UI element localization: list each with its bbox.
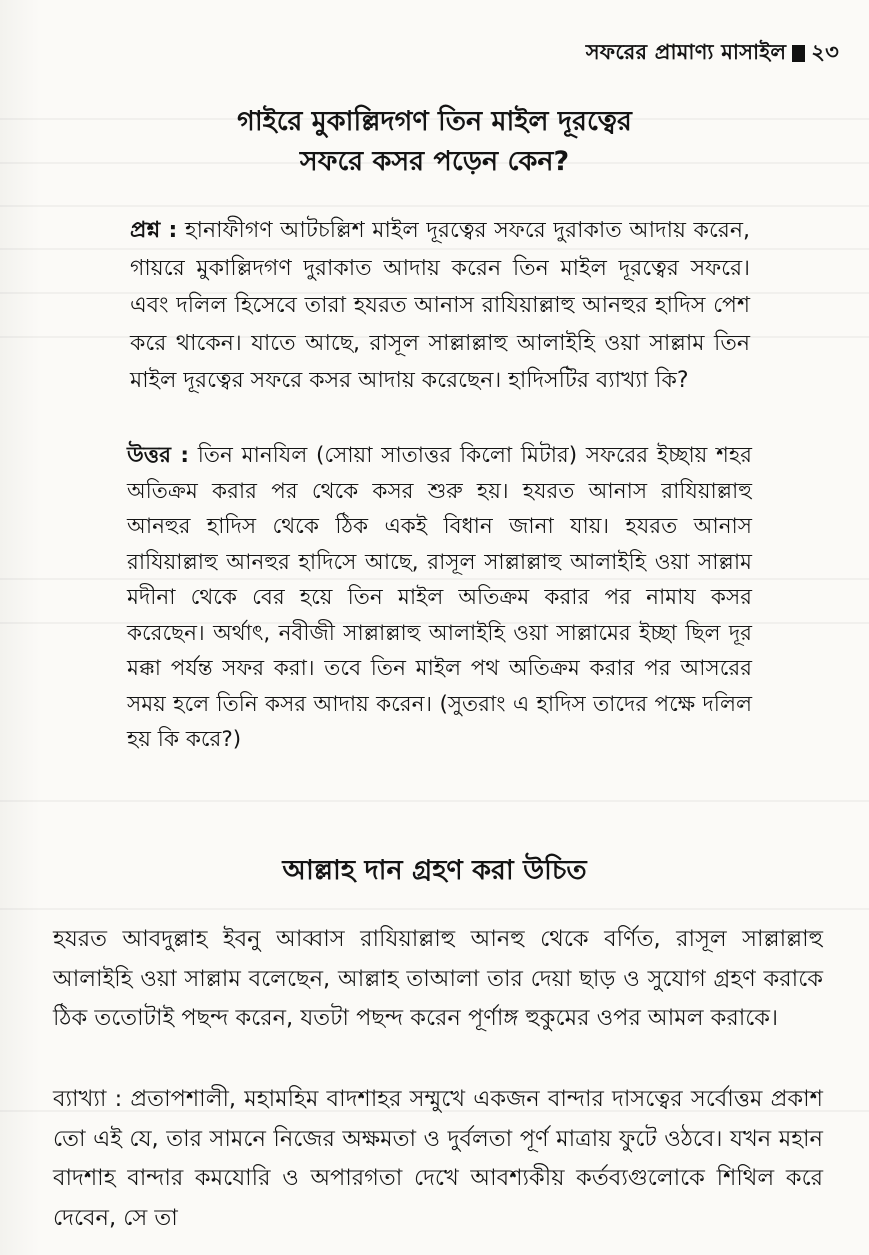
answer-text: তিন মানযিল (সোয়া সাতাত্তর কিলো মিটার) সফরের ইচ্ছায় শহর অতিক্রম করার পর থেকে কসর শুরু হয়। হযরত আনাস রাযিয়াল্লাহু আনহুর হাদিস থেকে ঠিক একই বিধান জানা যায়। হযরত আনাস রাযিয়াল্লাহু আনহুর হাদিসে আছে, রাসূল সাল্লাল্লাহু আলাইহি ওয়া সাল্লাম মদীনা থেকে বের হয়ে তিন মাইল অতিক্রম করার পর নামায কসর করেছেন। অর্থাৎ, নবীজী সাল্লাল্লাহু আলাইহি ওয়া সাল্লামের ইচ্ছা ছিল দূর মক্কা পর্যন্ত সফর করা। তবে তিন মাইল পথ অতিক্রম করার পর আসরের সময় হলে তিনি কসর আদায় করেন। (সুতরাং এ হাদিস তাদের পক্ষে দলিল হয় কি করে?) <box>127 443 752 752</box>
header-square-icon <box>792 45 805 62</box>
answer-paragraph <box>127 438 752 758</box>
answer-label: উত্তর : <box>127 443 189 468</box>
explanation-paragraph <box>53 1080 823 1238</box>
question-label: প্রশ্ন : <box>130 218 178 243</box>
bleed-through-line <box>0 800 869 802</box>
question-paragraph <box>130 212 750 400</box>
running-header <box>586 36 839 71</box>
running-header-title: সফরের প্রামাণ্য মাসাইল <box>585 40 787 64</box>
section1-title-line2: সফরে কসর পড়েন কেন? <box>299 146 570 177</box>
hadith-paragraph: হযরত আবদুল্লাহ ইবনু আব্বাস রাযিয়াল্লাহু আনহু থেকে বর্ণিত, রাসূল সাল্লাল্লাহু আলাইহি ওয়া সাল্লাম বলেছেন, আল্লাহ তাআলা তার দেয়া ছাড় ও সুযোগ গ্রহণ করাকে ঠিক ততোটাই পছন্দ করেন, যতটা পছন্দ করেন পূর্ণাঙ্গ হুকুমের ওপর আমল করাকে। <box>53 926 823 1031</box>
explanation-text: প্রতাপশালী, মহামহিম বাদশাহর সম্মুখে একজন বান্দার দাসত্বের সর্বোত্তম প্রকাশ তো এই যে, তার সামনে নিজের অক্ষমতা ও দুর্বলতা পূর্ণ মাত্রায় ফুটে ওঠবে। যখন মহান বাদশাহ বান্দার কমযোরি ও অপারগতা দেখে আবশ্যকীয় কর্তব্যগুলোকে শিথিল করে দেবেন, সে তা <box>53 1086 823 1231</box>
question-text: হানাফীগণ আটচল্লিশ মাইল দূরত্বের সফরে দুরাকাত আদায় করেন, গায়রে মুকাল্লিদগণ দুরাকাত আদায় করেন তিন মাইল দূরত্বের সফরে। এবং দলিল হিসেবে তারা হযরত আনাস রাযিয়াল্লাহু আনহুর হাদিস পেশ করে থাকেন। যাতে আছে, রাসূল সাল্লাল্লাহু আলাইহি ওয়া সাল্লাম তিন মাইল দূরত্বের সফরে কসর আদায় করেছেন। হাদিসটির ব্যাখ্যা কি? <box>130 218 751 393</box>
page-number: ২৩ <box>811 40 839 64</box>
bleed-through-line <box>0 908 869 910</box>
section1-title-line1: গাইরে মুকাল্লিদগণ তিন মাইল দূরত্বের <box>237 106 632 137</box>
section2-title: আল্লাহ দান গ্রহণ করা উচিত <box>282 855 587 886</box>
explanation-label: ব্যাখ্যা : <box>53 1086 123 1112</box>
bleed-through-line <box>0 205 869 207</box>
